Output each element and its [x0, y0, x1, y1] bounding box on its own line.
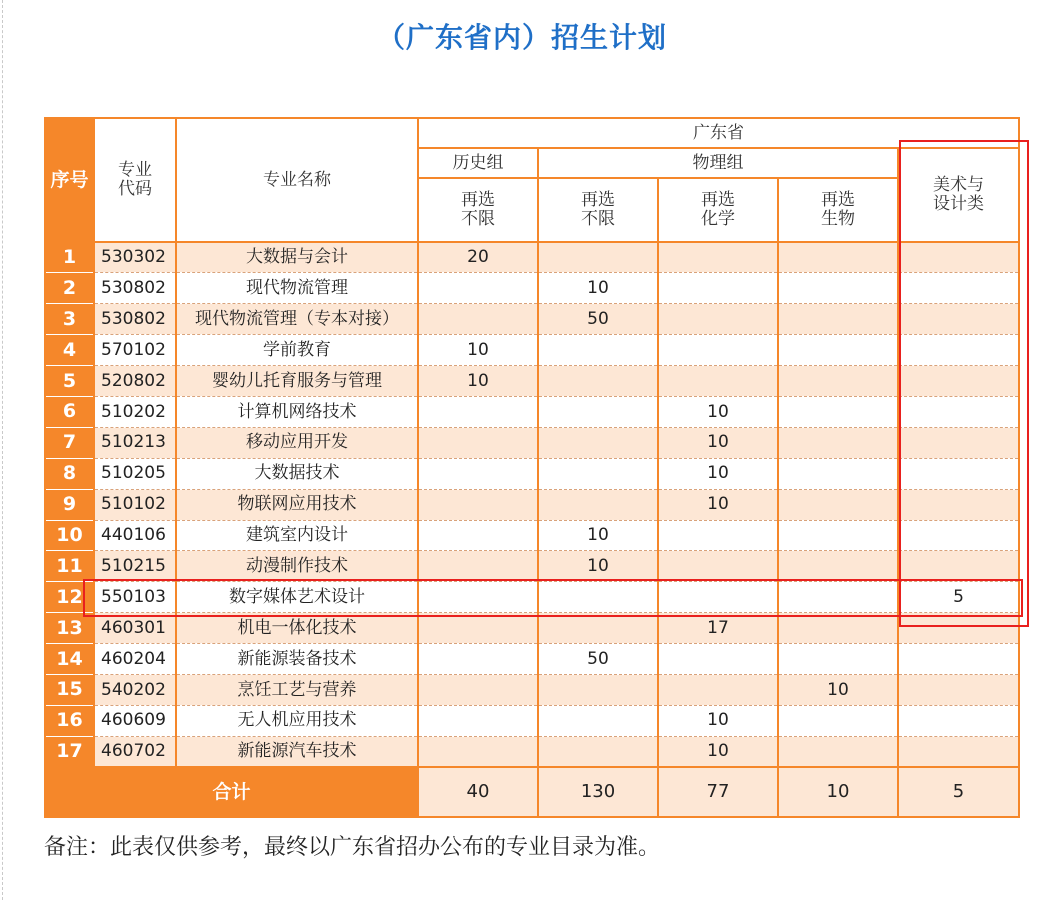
header-history-group: 历史组	[418, 148, 538, 178]
row-major-name: 现代物流管理（专本对接）	[176, 304, 418, 335]
header-art-design: 美术与 设计类	[898, 148, 1019, 242]
table-row	[45, 242, 1019, 273]
row-major-code: 530802	[94, 304, 176, 335]
total-art-design: 5	[898, 767, 1019, 817]
row-major-name: 现代物流管理	[176, 273, 418, 304]
header-physics-chemistry: 再选 化学	[658, 178, 778, 242]
row-physics-any	[538, 736, 658, 767]
row-physics-any	[538, 242, 658, 273]
table-row	[45, 396, 1019, 427]
row-physics-biology	[778, 458, 898, 489]
table-row	[45, 427, 1019, 458]
row-history-any	[418, 304, 538, 335]
row-physics-biology	[778, 366, 898, 397]
page-left-dashed-rule	[2, 0, 3, 900]
row-history-any	[418, 520, 538, 551]
row-physics-biology	[778, 705, 898, 736]
row-physics-biology	[778, 736, 898, 767]
header-physics-biology: 再选 生物	[778, 178, 898, 242]
row-seq: 8	[45, 458, 94, 489]
row-major-code: 510213	[94, 427, 176, 458]
header-guangdong-province: 广东省	[418, 118, 1019, 148]
row-history-any	[418, 396, 538, 427]
total-label: 合计	[45, 767, 418, 817]
row-history-any	[418, 273, 538, 304]
row-physics-biology	[778, 396, 898, 427]
row-major-name: 建筑室内设计	[176, 520, 418, 551]
row-physics-any	[538, 582, 658, 613]
row-physics-chemistry: 10	[658, 396, 778, 427]
row-major-code: 510205	[94, 458, 176, 489]
row-history-any	[418, 551, 538, 582]
row-major-code: 550103	[94, 582, 176, 613]
table-row	[45, 520, 1019, 551]
row-art-design	[898, 304, 1019, 335]
row-physics-chemistry	[658, 551, 778, 582]
table-row	[45, 674, 1019, 705]
total-history-any: 40	[418, 767, 538, 817]
row-physics-biology	[778, 613, 898, 644]
row-seq: 6	[45, 396, 94, 427]
row-seq: 3	[45, 304, 94, 335]
table-row	[45, 644, 1019, 675]
row-history-any	[418, 644, 538, 675]
row-physics-biology: 10	[778, 674, 898, 705]
row-physics-chemistry	[658, 304, 778, 335]
row-art-design	[898, 242, 1019, 273]
row-history-any: 10	[418, 335, 538, 366]
row-seq: 2	[45, 273, 94, 304]
row-seq: 11	[45, 551, 94, 582]
header-major-name: 专业名称	[176, 118, 418, 242]
table-row	[45, 304, 1019, 335]
row-art-design: 5	[898, 582, 1019, 613]
row-seq: 17	[45, 736, 94, 767]
header-history-any: 再选 不限	[418, 178, 538, 242]
row-physics-chemistry: 10	[658, 427, 778, 458]
row-history-any	[418, 674, 538, 705]
row-major-code: 530302	[94, 242, 176, 273]
row-seq: 13	[45, 613, 94, 644]
row-art-design	[898, 427, 1019, 458]
row-physics-chemistry	[658, 674, 778, 705]
row-physics-any	[538, 396, 658, 427]
row-seq: 9	[45, 489, 94, 520]
row-major-code: 570102	[94, 335, 176, 366]
row-physics-any: 50	[538, 304, 658, 335]
total-physics-chemistry: 77	[658, 767, 778, 817]
row-physics-biology	[778, 489, 898, 520]
row-physics-any	[538, 705, 658, 736]
row-seq: 7	[45, 427, 94, 458]
row-major-code: 460204	[94, 644, 176, 675]
row-physics-any: 50	[538, 644, 658, 675]
row-physics-any: 10	[538, 273, 658, 304]
row-art-design	[898, 736, 1019, 767]
row-history-any	[418, 582, 538, 613]
row-major-name: 学前教育	[176, 335, 418, 366]
row-seq: 14	[45, 644, 94, 675]
header-seq: 序号	[45, 118, 94, 242]
row-physics-chemistry	[658, 242, 778, 273]
row-physics-any: 10	[538, 520, 658, 551]
row-physics-biology	[778, 304, 898, 335]
row-major-code: 440106	[94, 520, 176, 551]
row-major-name: 大数据技术	[176, 458, 418, 489]
total-physics-biology: 10	[778, 767, 898, 817]
row-physics-chemistry: 10	[658, 489, 778, 520]
header-physics-group: 物理组	[538, 148, 898, 178]
header-physics-any: 再选 不限	[538, 178, 658, 242]
row-history-any: 10	[418, 366, 538, 397]
row-physics-any	[538, 427, 658, 458]
table-row	[45, 366, 1019, 397]
row-history-any	[418, 705, 538, 736]
row-major-name: 新能源装备技术	[176, 644, 418, 675]
enrollment-plan-table	[44, 117, 1020, 818]
row-physics-any: 10	[538, 551, 658, 582]
table-row	[45, 736, 1019, 767]
row-major-name: 新能源汽车技术	[176, 736, 418, 767]
footnote: 备注：此表仅供参考，最终以广东省招办公布的专业目录为准。	[44, 835, 661, 860]
row-physics-biology	[778, 644, 898, 675]
row-physics-biology	[778, 582, 898, 613]
row-major-code: 530802	[94, 273, 176, 304]
table-row	[45, 582, 1019, 613]
table-row	[45, 335, 1019, 366]
header-major-code: 专业 代码	[94, 118, 176, 242]
row-history-any	[418, 613, 538, 644]
row-physics-biology	[778, 520, 898, 551]
table-row	[45, 458, 1019, 489]
row-physics-chemistry	[658, 520, 778, 551]
row-art-design	[898, 613, 1019, 644]
row-major-code: 460609	[94, 705, 176, 736]
row-physics-biology	[778, 551, 898, 582]
row-history-any: 20	[418, 242, 538, 273]
row-major-name: 数字媒体艺术设计	[176, 582, 418, 613]
row-major-name: 婴幼儿托育服务与管理	[176, 366, 418, 397]
row-major-name: 机电一体化技术	[176, 613, 418, 644]
total-physics-any: 130	[538, 767, 658, 817]
row-physics-chemistry: 17	[658, 613, 778, 644]
row-art-design	[898, 489, 1019, 520]
row-seq: 10	[45, 520, 94, 551]
row-major-name: 物联网应用技术	[176, 489, 418, 520]
row-art-design	[898, 551, 1019, 582]
row-physics-any	[538, 366, 658, 397]
page-title: （广东省内）招生计划	[376, 21, 667, 54]
row-seq: 16	[45, 705, 94, 736]
row-art-design	[898, 644, 1019, 675]
row-art-design	[898, 705, 1019, 736]
row-seq: 1	[45, 242, 94, 273]
row-physics-chemistry	[658, 366, 778, 397]
table-row	[45, 489, 1019, 520]
row-physics-any	[538, 674, 658, 705]
row-physics-biology	[778, 242, 898, 273]
row-major-code: 460301	[94, 613, 176, 644]
row-major-code: 510202	[94, 396, 176, 427]
row-seq: 5	[45, 366, 94, 397]
row-seq: 4	[45, 335, 94, 366]
table-body	[45, 242, 1019, 767]
row-art-design	[898, 366, 1019, 397]
row-physics-biology	[778, 273, 898, 304]
row-major-name: 烹饪工艺与营养	[176, 674, 418, 705]
row-major-code: 540202	[94, 674, 176, 705]
table-row	[45, 551, 1019, 582]
row-major-name: 动漫制作技术	[176, 551, 418, 582]
row-art-design	[898, 674, 1019, 705]
row-physics-any	[538, 613, 658, 644]
table-row	[45, 613, 1019, 644]
row-major-code: 520802	[94, 366, 176, 397]
row-art-design	[898, 520, 1019, 551]
row-physics-chemistry	[658, 644, 778, 675]
row-physics-any	[538, 335, 658, 366]
row-major-code: 460702	[94, 736, 176, 767]
row-physics-chemistry: 10	[658, 705, 778, 736]
row-history-any	[418, 458, 538, 489]
row-history-any	[418, 736, 538, 767]
row-physics-biology	[778, 427, 898, 458]
row-physics-chemistry	[658, 335, 778, 366]
table-row	[45, 705, 1019, 736]
row-seq: 15	[45, 674, 94, 705]
row-major-name: 无人机应用技术	[176, 705, 418, 736]
row-physics-biology	[778, 335, 898, 366]
row-physics-any	[538, 489, 658, 520]
row-major-code: 510215	[94, 551, 176, 582]
row-physics-any	[538, 458, 658, 489]
row-physics-chemistry: 10	[658, 736, 778, 767]
row-physics-chemistry: 10	[658, 458, 778, 489]
row-major-code: 510102	[94, 489, 176, 520]
row-seq: 12	[45, 582, 94, 613]
row-art-design	[898, 273, 1019, 304]
row-art-design	[898, 396, 1019, 427]
row-major-name: 大数据与会计	[176, 242, 418, 273]
row-art-design	[898, 335, 1019, 366]
row-major-name: 移动应用开发	[176, 427, 418, 458]
row-art-design	[898, 458, 1019, 489]
table-row	[45, 273, 1019, 304]
row-physics-chemistry	[658, 582, 778, 613]
row-history-any	[418, 489, 538, 520]
row-major-name: 计算机网络技术	[176, 396, 418, 427]
row-history-any	[418, 427, 538, 458]
row-physics-chemistry	[658, 273, 778, 304]
